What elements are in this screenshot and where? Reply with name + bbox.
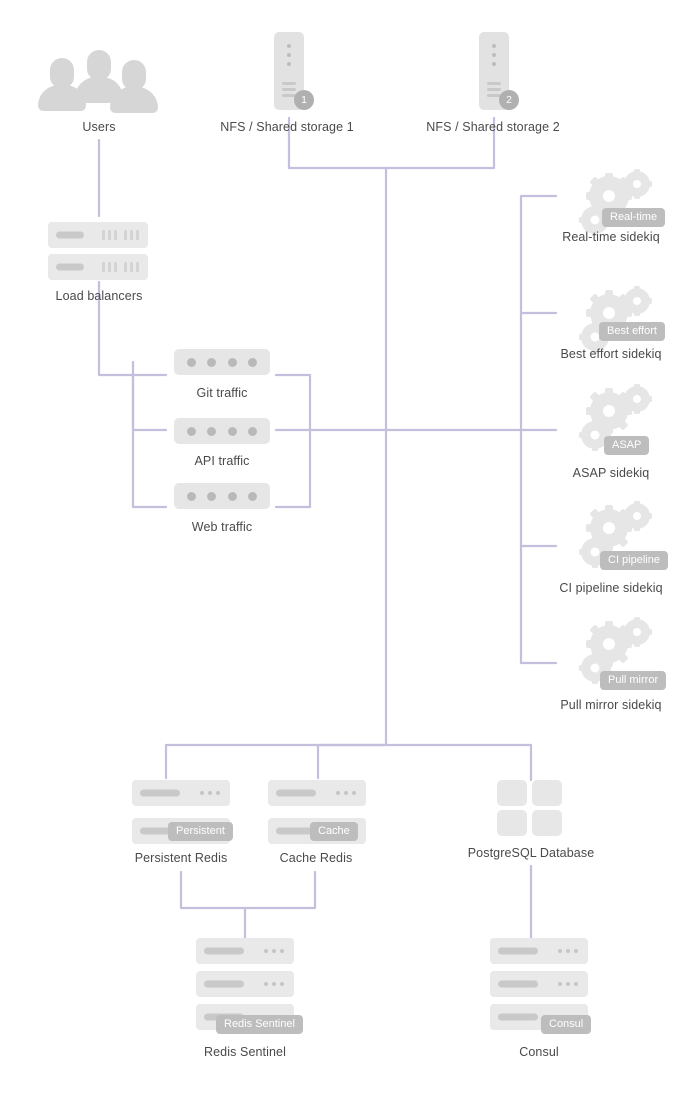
nfs-shared-storage-2-label: NFS / Shared storage 2 xyxy=(426,120,560,134)
redis-sentinel-tag: Redis Sentinel xyxy=(216,1015,303,1034)
load-balancers-label: Load balancers xyxy=(55,289,143,303)
server-icon xyxy=(196,938,294,964)
consul-label: Consul xyxy=(519,1045,559,1059)
cache-tag: Cache xyxy=(310,822,358,841)
server-icon xyxy=(48,222,148,248)
api-traffic-label: API traffic xyxy=(194,454,250,468)
server-icon xyxy=(490,971,588,997)
server-icon xyxy=(132,780,230,806)
postgresql-database-label: PostgreSQL Database xyxy=(467,846,595,860)
pull-mirror-sidekiq-label: Pull mirror sidekiq xyxy=(560,698,662,712)
persistent-tag: Persistent xyxy=(168,822,233,841)
cache-redis-label: Cache Redis xyxy=(279,851,353,865)
pull-mirror-tag: Pull mirror xyxy=(600,671,666,690)
redis-sentinel-label: Redis Sentinel xyxy=(203,1045,286,1059)
users-label: Users xyxy=(82,120,116,134)
server-icon xyxy=(490,938,588,964)
traffic-icon xyxy=(174,418,270,444)
git-traffic-label: Git traffic xyxy=(196,386,248,400)
ci-pipeline-sidekiq-label: CI pipeline sidekiq xyxy=(559,581,663,595)
traffic-icon xyxy=(174,349,270,375)
nfs-shared-storage-1-label: NFS / Shared storage 1 xyxy=(220,120,354,134)
traffic-icon xyxy=(174,483,270,509)
persistent-redis-label: Persistent Redis xyxy=(134,851,228,865)
best-effort-tag: Best effort xyxy=(599,322,665,341)
consul-tag: Consul xyxy=(541,1015,591,1034)
best-effort-sidekiq-label: Best effort sidekiq xyxy=(560,347,662,361)
users-icon xyxy=(38,50,160,106)
realtime-tag: Real-time xyxy=(602,208,665,227)
server-icon xyxy=(48,254,148,280)
asap-sidekiq-label: ASAP sidekiq xyxy=(572,466,650,480)
storage-badge-2: 2 xyxy=(499,90,519,110)
server-icon xyxy=(196,971,294,997)
ci-pipeline-tag: CI pipeline xyxy=(600,551,668,570)
database-icon xyxy=(497,780,565,840)
web-traffic-label: Web traffic xyxy=(191,520,253,534)
asap-tag: ASAP xyxy=(604,436,649,455)
storage-badge-1: 1 xyxy=(294,90,314,110)
server-icon xyxy=(268,780,366,806)
realtime-sidekiq-label: Real-time sidekiq xyxy=(562,230,660,244)
